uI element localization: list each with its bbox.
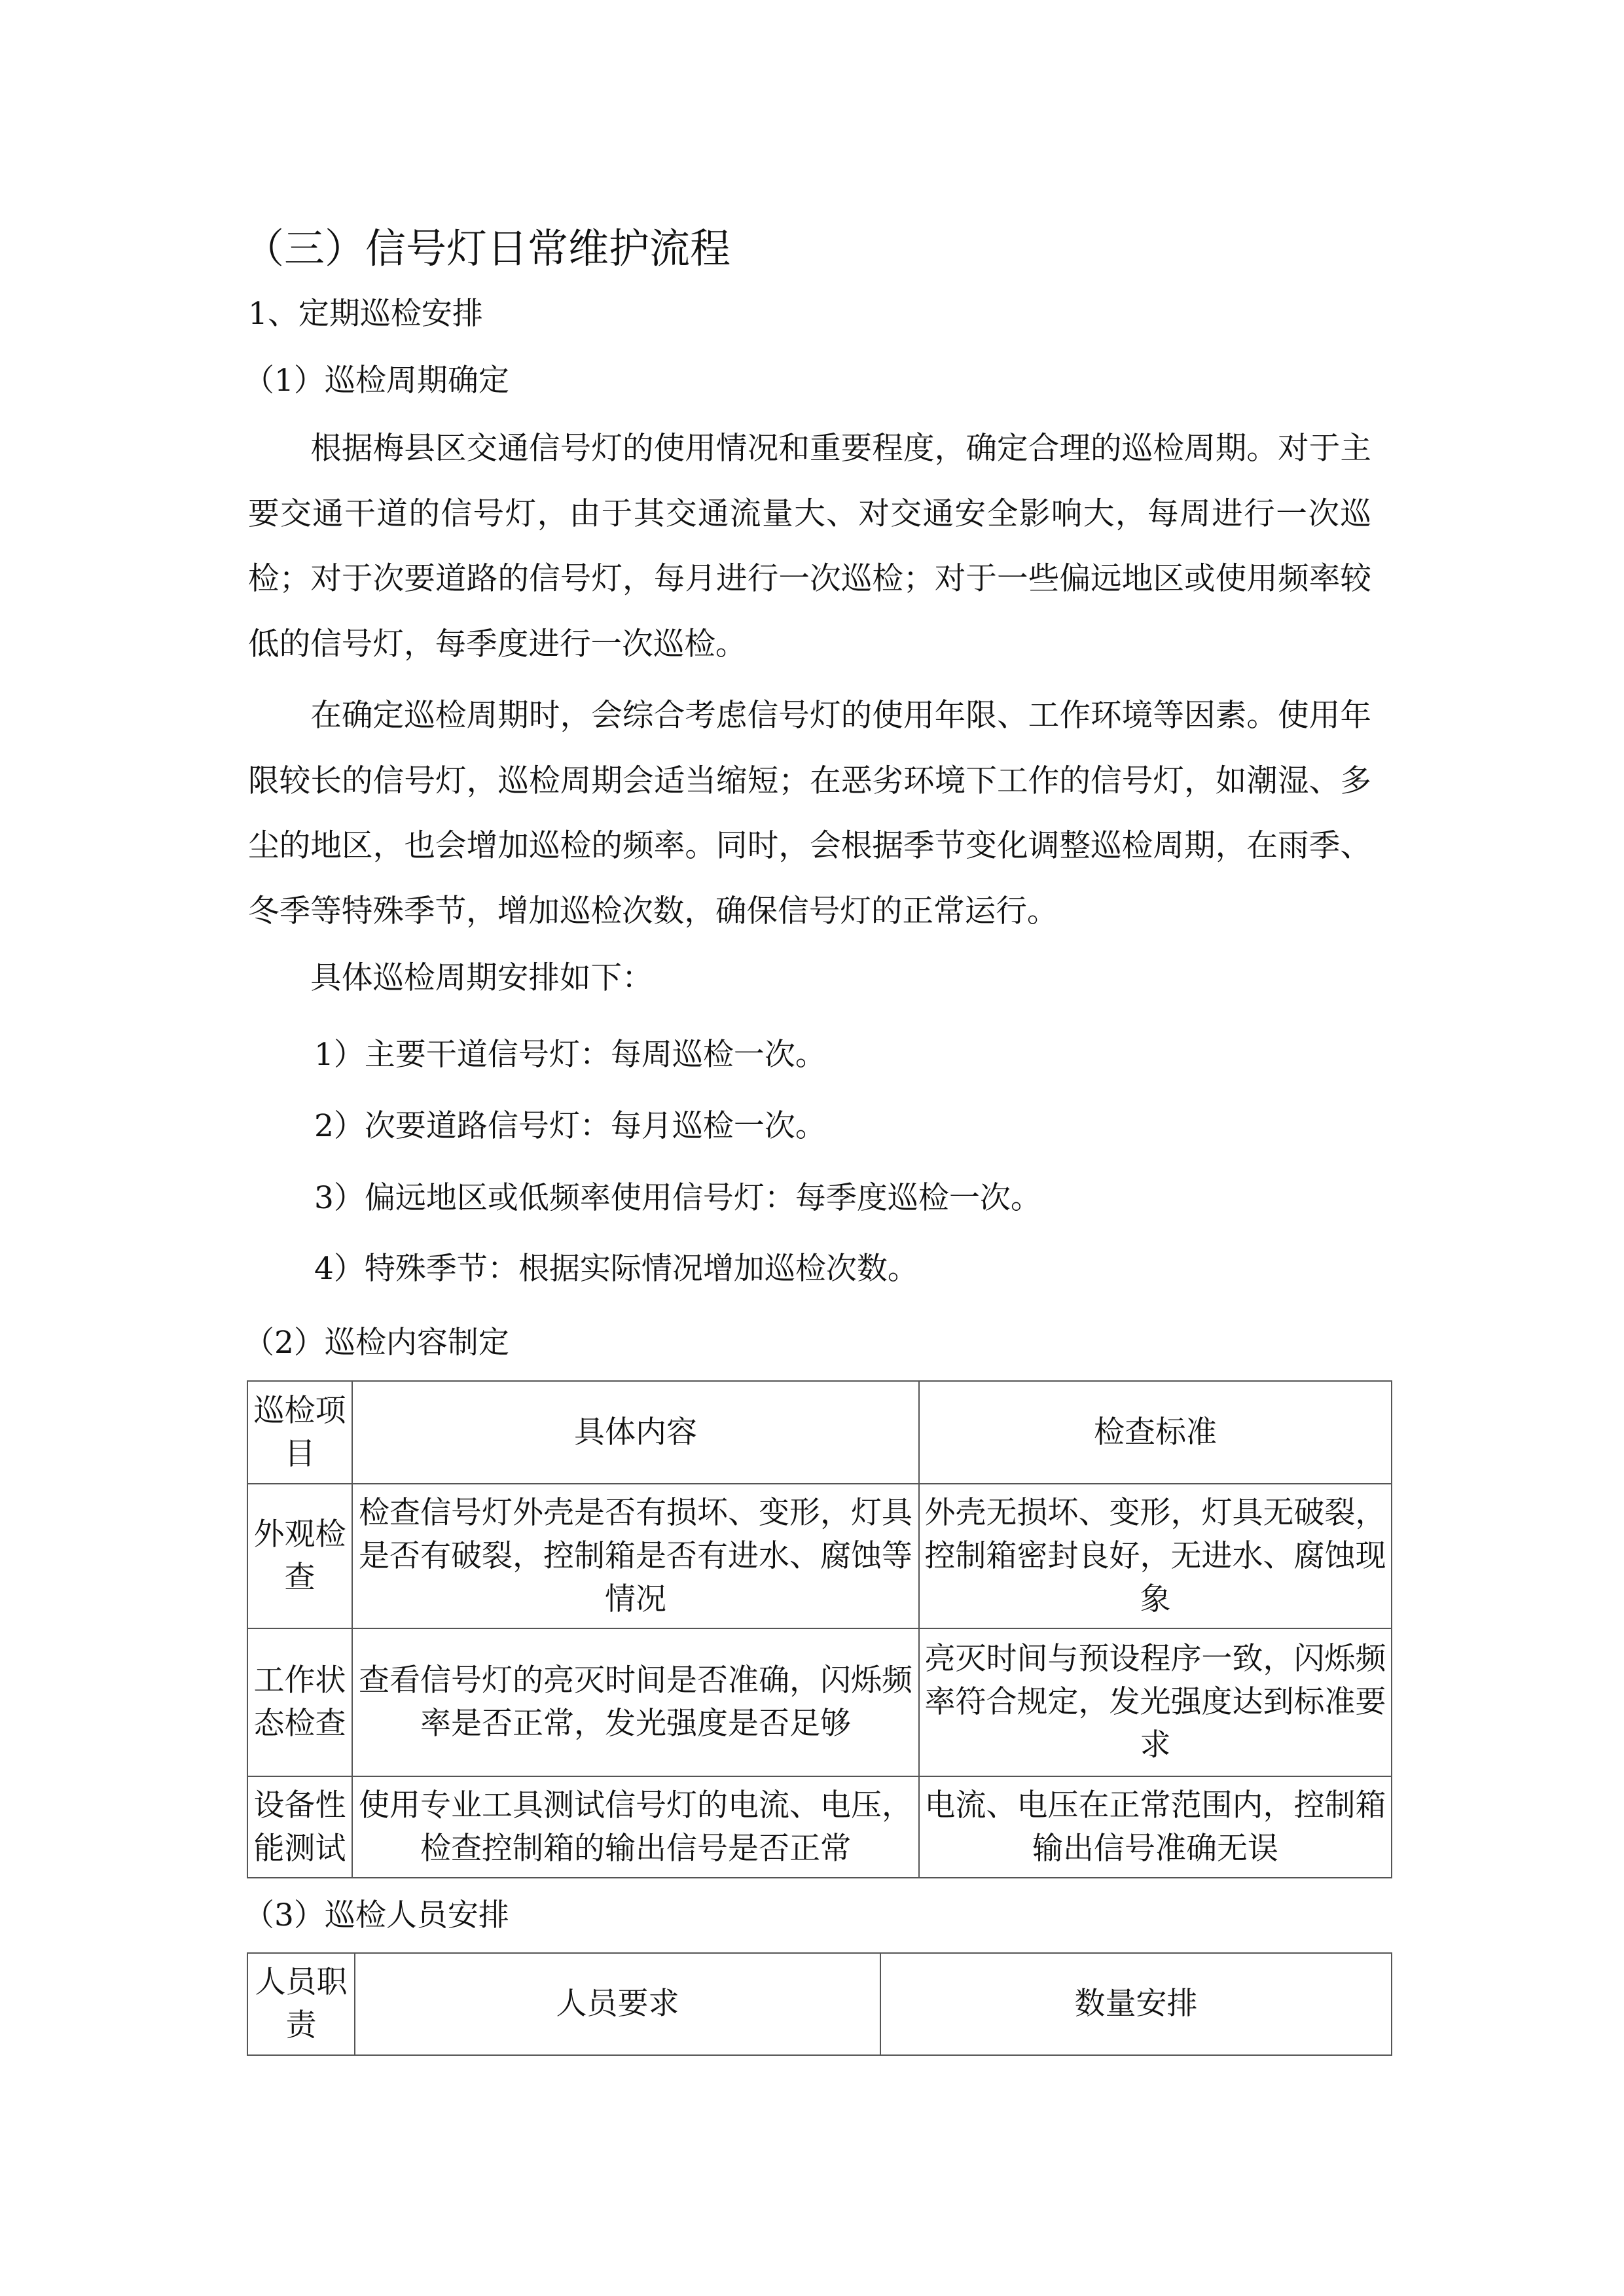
paragraph-schedule-intro: 具体巡检周期安排如下：	[310, 960, 653, 996]
header-cell: 检查标准	[919, 1381, 1392, 1484]
personnel-table	[247, 1952, 1392, 2056]
table-row	[247, 1776, 1392, 1878]
table-cell: 亮灭时间与预设程序一致，闪烁频率符合规定，发光强度达到标准要求	[919, 1628, 1392, 1776]
table-cell: 外壳无损坏、变形，灯具无破裂，控制箱密封良好，无进水、腐蚀现象	[919, 1484, 1392, 1628]
table-cell: 电流、电压在正常范围内，控制箱输出信号准确无误	[919, 1776, 1392, 1878]
header-cell: 巡检项目	[247, 1381, 352, 1484]
list-item: 2）次要道路信号灯：每月巡检一次。	[314, 1108, 826, 1144]
subheading-personnel: （3）巡检人员安排	[244, 1897, 509, 1933]
header-cell: 数量安排	[880, 1953, 1392, 2055]
table-cell: 外观检查	[247, 1484, 352, 1628]
table-cell: 设备性能测试	[247, 1776, 352, 1878]
inspection-content-table	[247, 1380, 1392, 1878]
heading-inspection-schedule: 1、定期巡检安排	[248, 296, 483, 332]
subheading-cycle: （1）巡检周期确定	[244, 363, 509, 399]
table-cell: 查看信号灯的亮灭时间是否准确，闪烁频率是否正常，发光强度是否足够	[352, 1628, 919, 1776]
table-cell: 工作状态检查	[247, 1628, 352, 1776]
paragraph-factors: 在确定巡检周期时，会综合考虑信号灯的使用年限、工作环境等因素。使用年限较长的信号灯，巡检周期会适当缩短；在恶劣环境下工作的信号灯，如潮湿、多尘的地区，也会增加巡检的频率。同时，会根据季节变化调整巡检周期，在雨季、冬季等特殊季节，增加巡检次数，确保信号灯的正常运行。	[248, 698, 1371, 929]
subheading-content: （2）巡检内容制定	[244, 1325, 509, 1361]
list-item: 4）特殊季节：根据实际情况增加巡检次数。	[314, 1251, 918, 1287]
paragraph-cycle: 根据梅县区交通信号灯的使用情况和重要程度，确定合理的巡检周期。对于主要交通干道的信号灯，由于其交通流量大、对交通安全影响大，每周进行一次巡检；对于次要道路的信号灯，每月进行一次巡检；对于一些偏远地区或使用频率较低的信号灯，每季度进行一次巡检。	[248, 431, 1371, 662]
section-title: （三）信号灯日常维护流程	[244, 224, 731, 272]
table-cell: 使用专业工具测试信号灯的电流、电压，检查控制箱的输出信号是否正常	[352, 1776, 919, 1878]
list-item: 1）主要干道信号灯：每周巡检一次。	[314, 1037, 826, 1073]
table-header-row	[247, 1381, 1392, 1484]
header-cell: 人员职责	[247, 1953, 355, 2055]
table-cell: 检查信号灯外壳是否有损坏、变形，灯具是否有破裂，控制箱是否有进水、腐蚀等情况	[352, 1484, 919, 1628]
table-header-row	[247, 1953, 1392, 2055]
header-cell: 具体内容	[352, 1381, 919, 1484]
header-cell: 人员要求	[355, 1953, 880, 2055]
table-row	[247, 1628, 1392, 1776]
table-row	[247, 1484, 1392, 1628]
list-item: 3）偏远地区或低频率使用信号灯：每季度巡检一次。	[314, 1180, 1041, 1216]
